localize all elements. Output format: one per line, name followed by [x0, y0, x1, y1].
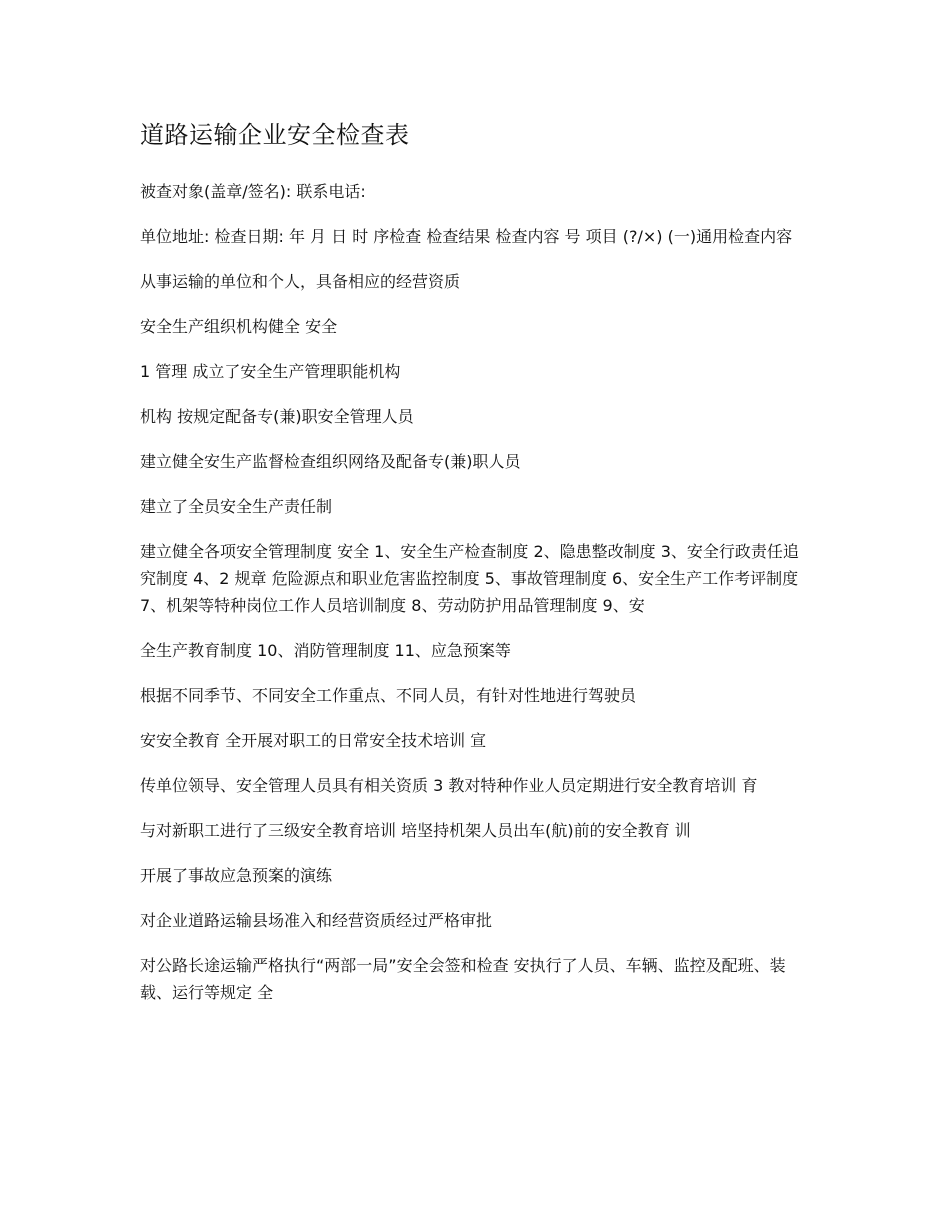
check-item-market-access: 对企业道路运输县场准入和经营资质经过严格审批	[140, 911, 493, 930]
address-date-header-line: 单位地址: 检查日期: 年 月 日 时 序检查 检查结果 检查内容 号 项目 (?/×) (一)通用检查内容	[140, 227, 793, 246]
check-item-qualified-personnel: 传单位领导、安全管理人员具有相关资质 3 教对特种作业人员定期进行安全教育培训 育	[140, 776, 758, 795]
check-item-responsibility-system: 建立了全员安全生产责任制	[140, 497, 333, 516]
check-item-qualification: 从事运输的单位和个人，具备相应的经营资质	[140, 272, 461, 291]
document-title: 道路运输企业安全检查表	[140, 121, 410, 149]
check-item-long-distance-transport: 对公路长途运输严格执行“两部一局”安全会签和检查 安执行了人员、车辆、监控及配班、装载、运行等规定 全	[140, 956, 786, 1002]
check-item-supervision-network: 建立健全安生产监督检查组织网络及配备专(兼)职人员	[140, 452, 521, 471]
document-page	[140, 118, 812, 1024]
check-item-rules-regulations: 建立健全各项安全管理制度 安全 1、安全生产检查制度 2、隐患整改制度 3、安全行政责任追究制度 4、2 规章 危险源点和职业危害监控制度 5、事故管理制度 6、安全生产工作考评制度 7、机架等特种岗位工作人员培训制度 8、劳动防护用品管理制度 9、安	[140, 542, 799, 615]
check-item-rules-regulations-cont: 全生产教育制度 10、消防管理制度 11、应急预案等	[140, 641, 511, 660]
inspected-party-line: 被查对象(盖章/签名): 联系电话:	[140, 182, 366, 201]
check-item-seasonal-education: 根据不同季节、不同安全工作重点、不同人员，有针对性地进行驾驶员	[140, 686, 637, 705]
check-item-daily-training: 安安全教育 全开展对职工的日常安全技术培训 宣	[140, 731, 487, 750]
check-item-new-staff-training: 与对新职工进行了三级安全教育培训 培坚持机架人员出车(航)前的安全教育 训	[140, 821, 691, 840]
check-item-organization: 安全生产组织机构健全 安全	[140, 317, 338, 336]
check-item-management-body: 1 管理 成立了安全生产管理职能机构	[140, 362, 401, 381]
check-item-emergency-drill: 开展了事故应急预案的演练	[140, 866, 333, 885]
check-item-safety-staff: 机构 按规定配备专(兼)职安全管理人员	[140, 407, 414, 426]
